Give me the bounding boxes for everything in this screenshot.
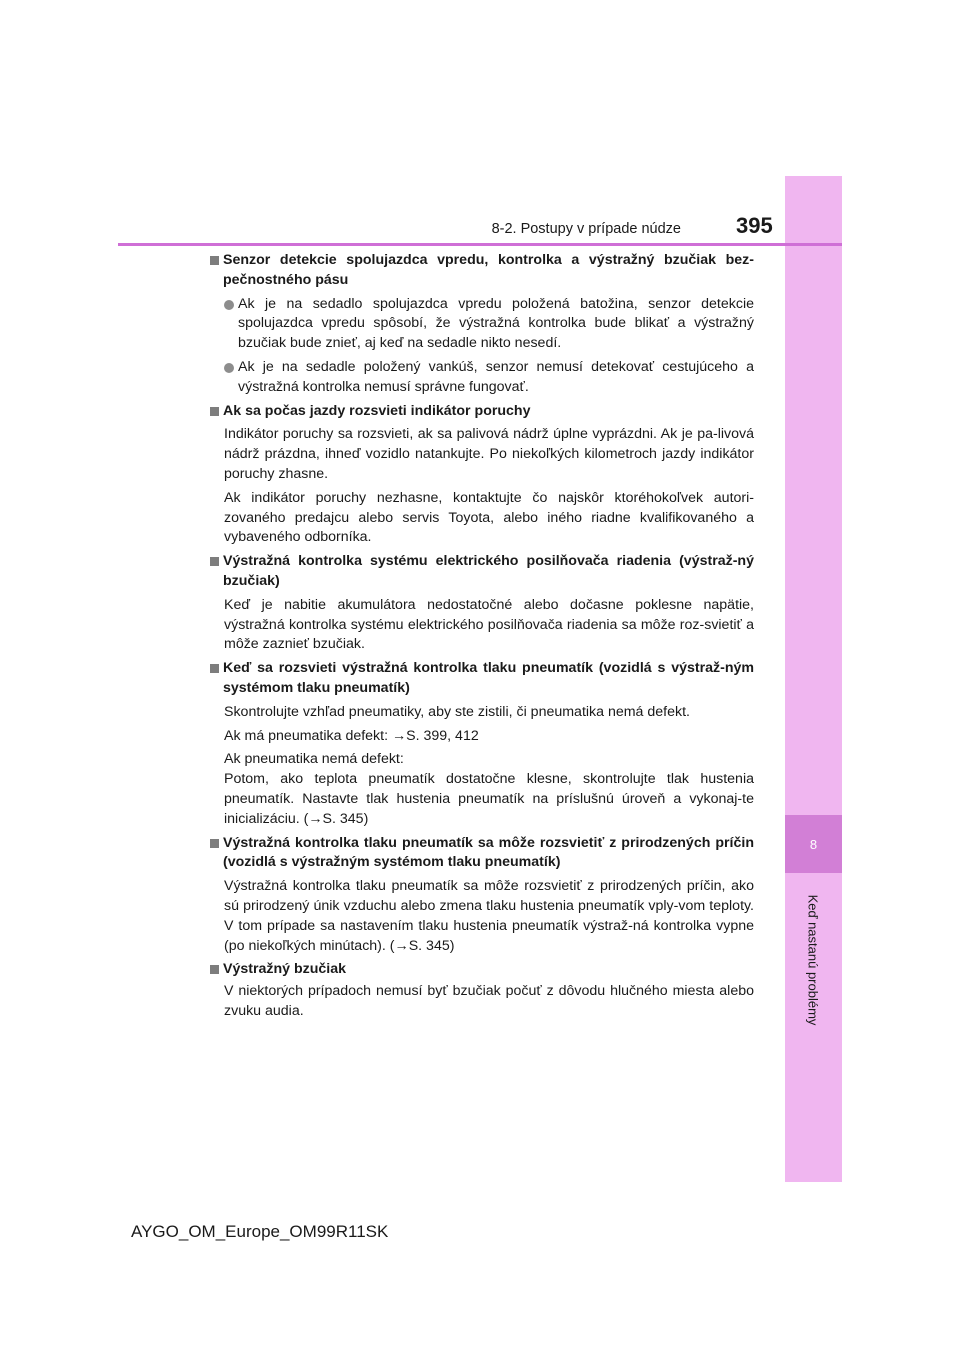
square-bullet-icon (210, 557, 219, 566)
paragraph: Ak indikátor poruchy nezhasne, kontaktujte čo najskôr ktoréhokoľvek autori-zovaného predajcu alebo servis Toyota, alebo iného riadne kvalifikovaného a vybaveného odborníka. (224, 489, 754, 546)
square-bullet-icon (210, 256, 219, 265)
paragraph: Ak má pneumatika defekt: →S. 399, 412 (224, 727, 479, 744)
section-power-steering (210, 552, 754, 655)
paragraph: V niektorých prípadoch nemusí byť bzučiak počuť z dôvodu hlučného miesta alebo zvuku audia. (224, 983, 754, 1019)
page-content (210, 251, 754, 1026)
paragraph: Indikátor poruchy sa rozsvieti, ak sa palivová nádrž úplne vyprázdni. Ak je pa-livová nádrž prázdna, ihneď vozidlo natankujte. Po niekoľkých kilometroch jazdy indikátor poruchy zhasne. (224, 426, 754, 482)
list-item: Ak je na sedadle položený vankúš, senzor nemusí detekovať cestujúceho a výstražná kontrolka nemusí správne fungovať. (210, 358, 754, 398)
section-heading: Výstražný bzučiak (210, 960, 754, 980)
section-malfunction-indicator (210, 402, 754, 549)
section-heading: Ak sa počas jazdy rozsvieti indikátor poruchy (210, 402, 754, 422)
chapter-number-tab (785, 815, 842, 873)
list-item: Ak je na sedadlo spolujazdca vpredu položená batožina, senzor detekcie spolujazdca vpredu spôsobí, že výstražná kontrolka bude blikať a výstražný bzučiak bude znieť, aj keď na sedadle nikto nesedí. (210, 295, 754, 354)
square-bullet-icon (210, 407, 219, 416)
section-heading: Výstražná kontrolka tlaku pneumatík sa môže rozsvietiť z prirodzených príčin (vozidlá s výstražným systémom tlaku pneumatík) (210, 834, 754, 874)
section-heading: Senzor detekcie spolujazdca vpredu, kontrolka a výstražný bzučiak bez-pečnostného pásu (210, 251, 754, 291)
circle-bullet-icon (224, 363, 234, 373)
header-rule (118, 243, 842, 246)
paragraph: Keď je nabitie akumulátora nedostatočné alebo dočasne poklesne napätie, výstražná kontrolka systému elektrického posilňovača riadenia sa môže roz-svietiť a môže zaznieť bzučiak. (224, 596, 754, 653)
chapter-side-tab (785, 176, 842, 1182)
page-number: 395 (736, 213, 773, 238)
document-id: AYGO_OM_Europe_OM99R11SK (131, 1222, 389, 1241)
section-warning-buzzer (210, 960, 754, 1021)
header-section-title: 8-2. Postupy v prípade núdze (491, 221, 681, 237)
section-tire-pressure-warning (210, 659, 754, 829)
chapter-title: Keď nastanú problémy (805, 894, 821, 1026)
section-heading: Keď sa rozsvieti výstražná kontrolka tlaku pneumatík (vozidlá s výstraž-ným systémom tlaku pneumatík) (210, 659, 754, 699)
section-tire-pressure-natural (210, 834, 754, 957)
circle-bullet-icon (224, 300, 234, 310)
square-bullet-icon (210, 664, 219, 673)
square-bullet-icon (210, 965, 219, 974)
section-heading: Výstražná kontrolka systému elektrického posilňovača riadenia (výstraž-ný bzučiak) (210, 552, 754, 592)
paragraph: Skontrolujte vzhľad pneumatiky, aby ste zistili, či pneumatika nemá defekt. (224, 703, 690, 720)
paragraph: Výstražná kontrolka tlaku pneumatík sa môže rozsvietiť z prirodzených príčin, ako sú prirodzený únik vzduchu alebo zmena tlaku hustenia pneumatík vply-vom teploty. V tom prípade sa nastavením tlaku hustenia pneumatík výstraž-ná kontrolka vypne (po niekoľkých minútach). (→S. 345) (224, 878, 754, 954)
section-seat-sensor (210, 251, 754, 398)
paragraph: Ak pneumatika nemá defekt: Potom, ako teplota pneumatík dostatočne klesne, skontrolujte tlak hustenia pneumatík. Nastavte tlak hustenia pneumatík na príslušnú úroveň a vykonaj-te inicializáciu. (→S. 345) (224, 751, 754, 827)
square-bullet-icon (210, 839, 219, 848)
chapter-number: 8 (809, 836, 818, 852)
